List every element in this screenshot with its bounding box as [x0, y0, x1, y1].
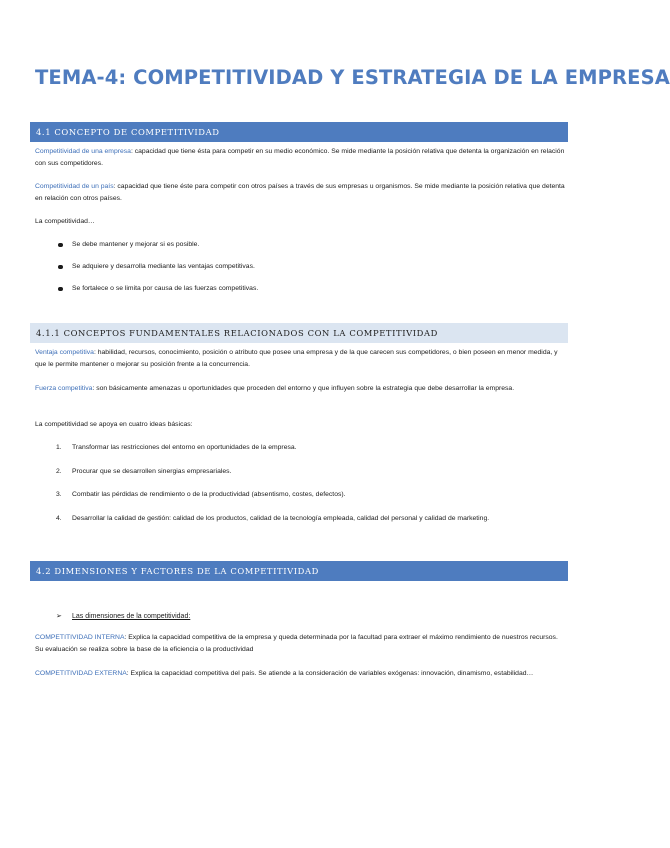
section-heading-4-1-1: 4.1.1 CONCEPTOS FUNDAMENTALES RELACIONADOS CON LA COMPETITIVIDAD [30, 323, 568, 343]
term-ventaja-competitiva: Ventaja competitiva [35, 349, 94, 356]
definition-text: : habilidad, recursos, conocimiento, posición o atributo que posee una empresa y de la que carecen sus competidores, o bien poseen en menor medida, y que le permite mantener o mejorar su posición frente a la concurrencia. [35, 349, 558, 369]
page-title: TEMA-4: COMPETITIVIDAD Y ESTRATEGIA DE LA EMPRESA [35, 66, 670, 89]
list-number: 2. [56, 467, 62, 475]
definition-text: : son básicamente amenazas u oportunidades que proceden del entorno y que influyen sobre la estrategia que debe desarrollar la empresa. [92, 385, 515, 392]
definition-text: : Explica la capacidad competitiva de la empresa y queda determinada por la facultad para extraer el máximo rendimiento de nuestros recursos. Su evaluación se realiza sobre la base de la eficiencia o la productividad [35, 634, 558, 654]
term-competitividad-empresa: Competitividad de una empresa [35, 148, 131, 155]
bullet-icon [58, 287, 63, 292]
subheading-text: Las dimensiones de la competitividad: [72, 613, 191, 620]
bullet-icon [58, 265, 63, 270]
paragraph-competitividad-empresa [35, 146, 565, 171]
list-item [56, 489, 546, 501]
bullet-icon [58, 243, 63, 248]
list-item [56, 513, 546, 525]
definition-text: : capacidad que tiene éste para competir con otros países a través de sus empresas u organismos. Se mide mediante la posición relativa que detenta en relación con otros países. [35, 183, 565, 203]
paragraph-competitividad-externa [35, 668, 565, 680]
list-item-text: Se fortalece o se limita por causa de las fuerzas competitivas. [72, 285, 259, 292]
definition-text: : Explica la capacidad competitiva del país. Se atiende a la consideración de variables exógenas: innovación, dinamismo, estabilidad… [126, 670, 534, 677]
list-item [56, 442, 546, 454]
paragraph-competitividad-interna [35, 632, 565, 657]
list-item-text: Se debe mantener y mejorar si es posible. [72, 241, 200, 248]
list-item-text: Desarrollar la calidad de gestión: calidad de los productos, calidad de la tecnología empleada, calidad del personal y calidad de marketing. [72, 514, 490, 522]
list-item [56, 466, 546, 478]
term-competitividad-interna: COMPETITIVIDAD INTERNA [35, 634, 125, 641]
list-number: 3. [56, 491, 62, 498]
subheading-dimensiones [56, 610, 190, 623]
term-competitividad-externa: COMPETITIVIDAD EXTERNA [35, 670, 127, 677]
list-item-text: Combatir las pérdidas de rendimiento o de la productividad (absentismo, costes, defectos). [72, 491, 346, 498]
paragraph-fuerza-competitiva [35, 383, 565, 395]
section-heading-4-1: 4.1 CONCEPTO DE COMPETITIVIDAD [30, 122, 568, 142]
list-item-text: Se adquiere y desarrolla mediante las ventajas competitivas. [72, 263, 255, 270]
paragraph-ventaja-competitiva [35, 347, 565, 372]
list-item-text: Procurar que se desarrollen sinergias empresariales. [72, 467, 232, 475]
term-fuerza-competitiva: Fuerza competitiva [35, 385, 93, 392]
list-item [58, 284, 558, 294]
list-number: 4. [56, 514, 62, 522]
paragraph-competitividad-pais [35, 181, 565, 206]
list-intro: La competitividad se apoya en cuatro ideas básicas: [35, 421, 193, 428]
numbered-list [56, 442, 546, 524]
list-item-text: Transformar las restricciones del entorno en oportunidades de la empresa. [72, 444, 297, 451]
list-intro: La competitividad… [35, 218, 95, 225]
arrow-bullet-icon: ➢ [56, 612, 62, 620]
term-competitividad-pais: Competitividad de un país [35, 183, 114, 190]
list-number: 1. [56, 444, 62, 451]
definition-text: : capacidad que tiene ésta para competir en su medio económico. Se mide mediante la posición relativa que detenta la organización en relación con sus competidores. [35, 148, 565, 168]
list-item [58, 240, 558, 250]
list-item [58, 262, 558, 272]
section-heading-4-2: 4.2 DIMENSIONES Y FACTORES DE LA COMPETITIVIDAD [30, 561, 568, 581]
bullet-list [58, 240, 558, 294]
